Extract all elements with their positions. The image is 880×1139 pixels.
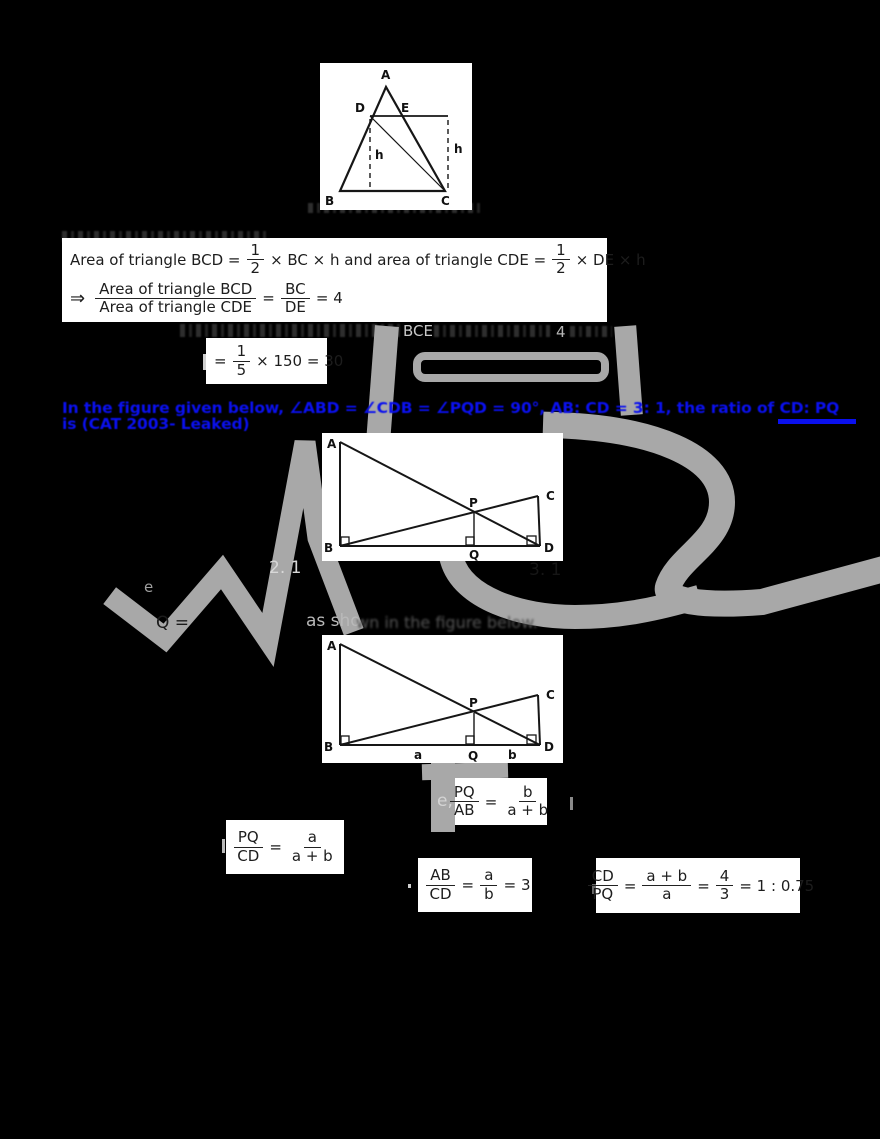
figure-pqd-2 [322,635,563,763]
fraction-denominator: 2 [556,259,566,278]
fraction-numerator: a + b [642,868,691,886]
fraction [716,868,734,904]
height-label-right: h [454,142,463,156]
vertex-label-b: B [325,194,335,208]
point-label-p: P [469,696,478,710]
formula-area-line1 [70,241,646,278]
formula-text: = [262,289,275,308]
formula-text: = [484,792,498,811]
triangle-abc-drawing [320,63,472,210]
fraction [425,867,455,903]
cutoff-text-figure-below: wn in the figure below. [356,613,538,632]
fraction-denominator: a + b [291,846,333,865]
pqd-drawing-2 [322,635,563,763]
fraction-numerator: 1 [247,242,265,260]
vertex-label-a: A [327,639,337,653]
scribble-stroke [626,337,631,404]
pqd-drawing-1 [322,433,563,561]
fraction-numerator: PQ [450,784,479,802]
cutoff-option-3: 3. 1 [529,560,562,580]
fraction-numerator: a [480,867,497,885]
fraction [642,868,691,904]
vertex-label-a: A [381,68,391,82]
question-underline [778,419,856,424]
fraction-numerator: a [304,829,321,847]
vertex-label-c: C [546,688,555,702]
fraction-denominator: PQ [592,885,614,903]
fraction [503,784,552,820]
formula-text: = 3 [503,876,531,894]
fraction-denominator: a [662,885,672,903]
scribble-stroke [550,418,572,430]
formula-text: = [269,838,282,856]
fraction [247,242,265,278]
fraction-denominator: b [484,884,494,903]
fraction-denominator: Area of triangle CDE [99,297,252,316]
implies-arrow: ⇒ [70,287,86,309]
vertex-label-d: D [544,740,554,754]
fraction-numerator: Area of triangle BCD [95,281,256,299]
cutoff-text-as-sho: as sho [306,611,361,631]
fraction [233,343,251,379]
formula-text: × BC × h and area of triangle CDE = [270,250,547,269]
cutoff-text-q-equals: Q = [156,613,190,633]
stray-mark [408,884,411,888]
point-label-q: Q [468,749,479,763]
fraction-denominator: AB [454,801,475,819]
cutoff-text-e: e [144,578,154,596]
formula-box-ab-cd [418,858,532,912]
formula-text: = [623,876,637,895]
fraction-denominator: 2 [250,259,261,278]
vertex-label-d: D [544,541,554,555]
fraction-numerator: PQ [234,829,263,847]
point-label-q: Q [469,548,480,561]
formula-text: × 150 = 30 [256,352,344,370]
fraction [450,784,479,820]
cutoff-text-four: 4 [556,323,566,341]
question-text-line2: is (CAT 2003- Leaked) [62,415,250,433]
scribble-stroke [417,356,605,378]
fraction-numerator: 1 [233,343,251,361]
formula-text: = 1 : 0.75 [739,876,815,895]
vertex-label-b: B [324,740,334,754]
formula-box-cd-pq [591,858,815,913]
cutoff-text-bce: BCE [403,322,433,340]
formula-box-pq-cd [226,820,344,874]
scribble-stroke [452,560,688,617]
segment-label-a: a [414,748,423,762]
stray-mark [570,797,573,810]
formula-text: = [697,876,710,895]
question-text-line1: In the figure given below, ∠ABD = ∠CDB = ∠PQD = 90°, AB: CD = 3: 1, the ratio of CD: PQ [62,399,840,417]
point-label-p: P [469,496,478,510]
fraction [552,242,570,278]
formula-text: × DE × h [575,250,646,269]
fraction [588,868,618,904]
fraction-denominator: 3 [719,885,730,903]
fraction [233,829,263,865]
formula-box-one-fifth [206,338,344,384]
scribble-stroke [556,425,880,604]
formula-text: Area of triangle BCD = [70,250,241,269]
vertex-label-b: B [324,541,334,555]
fraction-denominator: CD [237,846,260,865]
segment-label-b: b [508,748,517,762]
figure-triangle-abc [320,63,472,210]
fraction-denominator: CD [429,884,452,903]
fraction-denominator: a + b [507,801,549,819]
cutoff-option-2: 2. 1 [269,558,302,578]
cutoff-text-e2: e, [437,791,453,811]
fraction [95,281,256,317]
formula-text: = [461,876,475,894]
fraction-numerator: b [519,784,537,802]
formula-box-pq-ab [455,778,547,825]
fraction-denominator: DE [284,297,306,316]
fraction-denominator: 5 [236,360,247,379]
fraction-numerator: 4 [716,868,734,886]
vertex-label-c: C [546,489,555,503]
fraction-numerator: AB [426,867,455,885]
figure-pqd-1 [322,433,563,561]
height-label-left: h [375,148,384,162]
formula-text: = [214,352,227,370]
fraction-numerator: CD [588,868,618,886]
formula-area-line2 [70,281,599,317]
fraction-numerator: 1 [552,242,570,260]
vertex-label-d: D [355,101,365,115]
vertex-label-c: C [441,194,450,208]
formula-box-area-comparison [62,238,646,322]
fraction [480,867,498,903]
stray-mark [222,839,225,853]
formula-text: = 4 [315,289,343,308]
vertex-label-a: A [327,437,337,451]
vertex-label-e: E [401,101,410,115]
fraction [288,829,337,865]
fraction [281,281,310,317]
scribble-stroke [430,770,500,772]
fraction-numerator: BC [281,281,310,299]
